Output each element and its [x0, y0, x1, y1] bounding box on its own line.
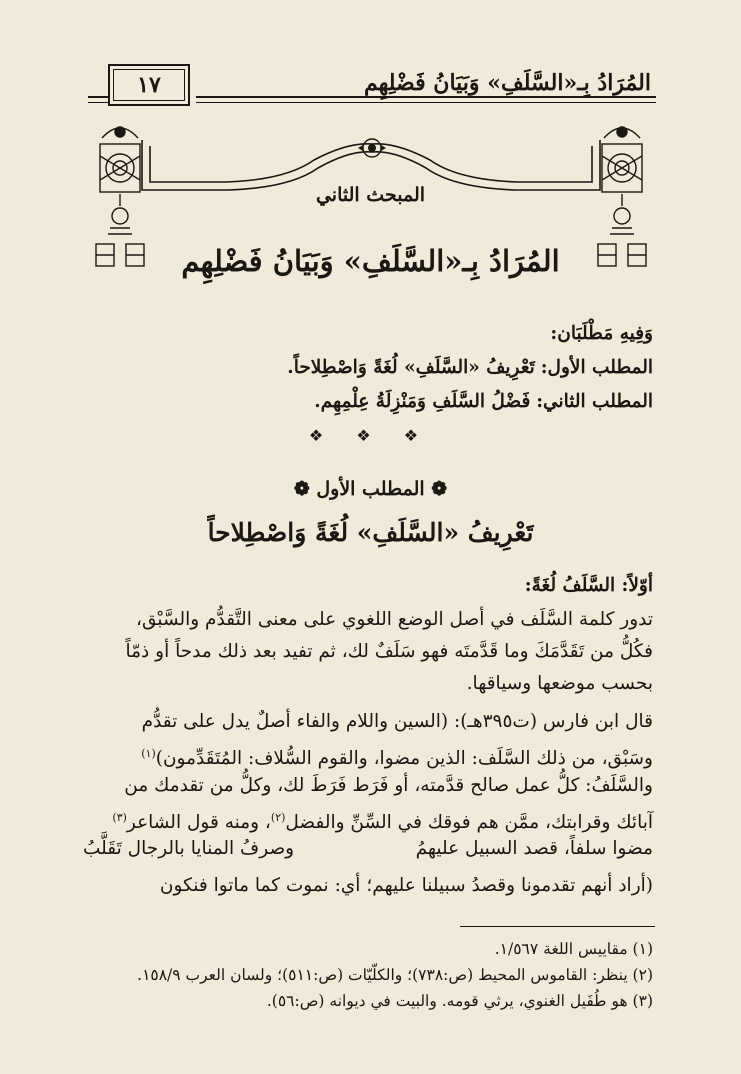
matlab-heading: ❁ المطلب الأول ❁	[293, 478, 448, 500]
top-medallion-icon	[358, 139, 386, 157]
body-p1-line1: تدور كلمة السَّلَف في أصل الوضع اللغوي على معنى التَّقدُّم والسَّبْق،	[135, 609, 653, 630]
footnote-ref-1[interactable]: (١)	[141, 747, 156, 760]
intro-item-2-label: المطلب الثاني:	[536, 391, 653, 412]
footnote-3: (٣) هو طُفَيل الغنوي، يرثي قومه. والبيت في ديوانه (ص:٥٦).	[266, 992, 653, 1010]
intro-lead: وَفِيهِ مَطْلَبَان:	[550, 323, 653, 344]
body-p2-line3: والسَّلَفُ: كلُّ عمل صالح قدَّمته، أو فَرَط فَرَطَ لك، وكلُّ من تقدمك من	[124, 775, 653, 796]
footnote-1: (١) مقاييس اللغة ١/٥٦٧.	[494, 940, 653, 958]
section-separator-icon: ❖ ❖ ❖	[308, 426, 433, 445]
intro-item-2-text: فَضْلُ السَّلَفِ وَمَنْزِلَةُ عِلْمِهِم.	[314, 391, 531, 412]
body-subheading: أوّلاً: السَّلَفُ لُغَةً:	[524, 575, 653, 596]
intro-item-1	[83, 352, 653, 383]
intro-item-2	[83, 386, 653, 417]
footnote-2: (٢) ينظر: القاموس المحيط (ص:٧٣٨)؛ والكلّيّات (ص:٥١١)؛ ولسان العرب ١٥٨/٩.	[137, 966, 653, 984]
matlab-title: تَعْرِيفُ «السَّلَفِ» لُغَةً وَاصْطِلاحاً	[207, 518, 534, 547]
verse-second-hemistich: وصرفُ المنايا بالرجال تَقَلَّبُ	[83, 838, 295, 859]
footnote-ref-3[interactable]: (٣)	[112, 811, 127, 824]
verse-first-hemistich: مضوا سلفاً، قصد السبيل عليهمُ	[415, 838, 653, 859]
body-p1-line2: فكُلُّ من تَقَدَّمَكَ وما قَدَّمتَه فهو سَلَفٌ لك، ثم تفيد بعد ذلك مدحاً أو ذمّاً	[125, 641, 653, 662]
body-p2-line2	[83, 738, 653, 774]
mabhath-label: المبحث الثاني	[315, 184, 426, 206]
body-p1-line3: بحسب موضعها وسياقها.	[466, 673, 653, 694]
body-p2-line2-text: وسَبْق، من ذلك السَّلَف: الذين مضوا، والقوم السُّلاف: المُتَقَدِّمون)	[155, 748, 653, 770]
body-p3-line1: (أراد أنهم تقدمونا وقصدُ سبيلنا عليهم؛ أي: نموت كما ماتوا فنكون	[159, 875, 653, 896]
page-number: ١٧	[137, 72, 161, 98]
body-p2-line4b-text: ، ومنه قول الشاعر	[126, 812, 271, 834]
footnote-ref-2[interactable]: (٢)	[270, 811, 286, 824]
body-p2-line1: قال ابن فارس (ت٣٩٥هـ): (السين واللام والفاء أصلٌ يدل على تقدُّم	[141, 711, 653, 732]
chapter-title: المُرَادُ بِـ«السَّلَفِ» وَبَيَانُ فَضْلِهِم	[181, 244, 560, 278]
intro-item-1-label: المطلب الأول:	[540, 357, 653, 378]
running-header-title: المُرَادُ بِـ«السَّلَفِ» وَبَيَانُ فَضْلِهِم	[363, 70, 651, 96]
footnote-rule	[460, 926, 655, 927]
poem-verse	[83, 838, 653, 870]
body-p2-line4-text: آبائك وقرابتك، ممَّن هم فوقك في السِّنِّ والفضل	[285, 812, 653, 834]
body-p2-line4	[83, 802, 653, 838]
intro-item-1-text: تَعْرِيفُ «السَّلَفِ» لُغَةً وَاصْطِلاحاً.	[287, 357, 535, 378]
